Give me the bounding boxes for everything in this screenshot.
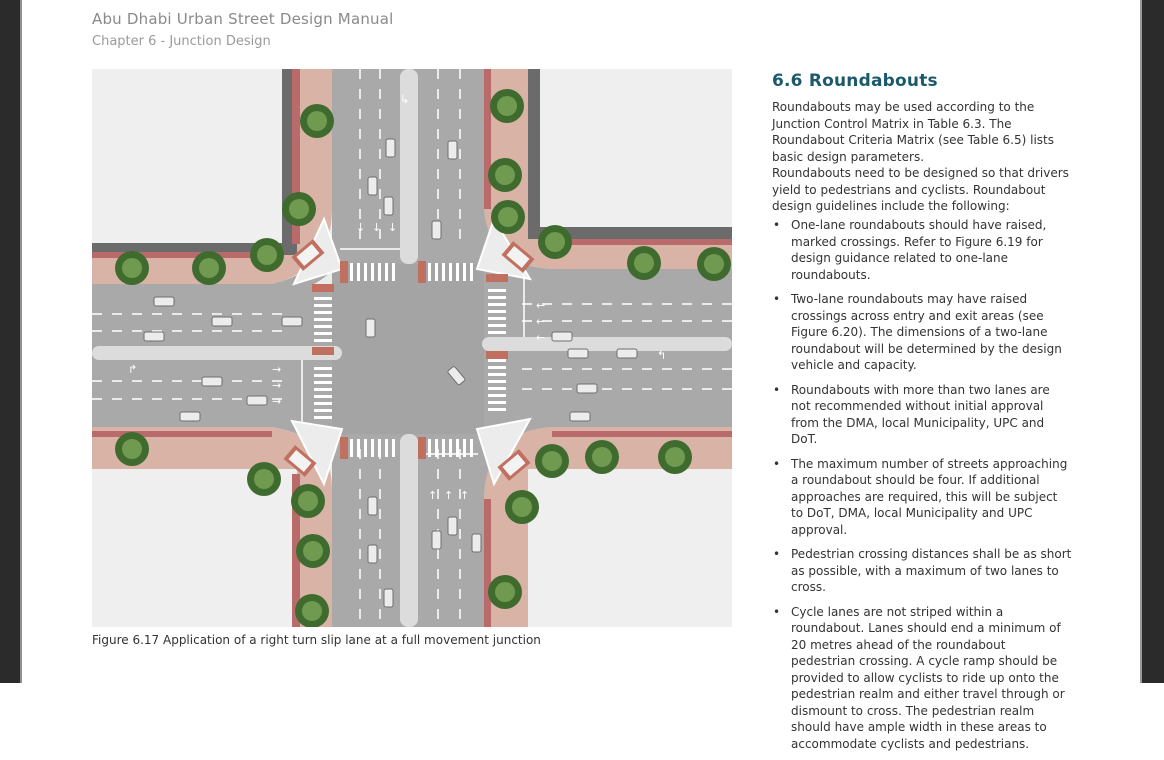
block-ne	[528, 69, 732, 229]
chapter-subtitle: Chapter 6 - Junction Design	[92, 34, 271, 49]
viewer-frame-right	[1142, 0, 1164, 683]
guideline-item: • Roundabouts with more than two lanes are not recommended without initial approval from the DMA, local Municipality, UPC and DoT.	[772, 382, 1072, 448]
median-west	[92, 346, 342, 360]
intro-paragraph: Roundabouts may be used according to the Junction Control Matrix in Table 6.3. The Roundabout Criteria Matrix (see Table 6.5) lists basic design parameters.	[772, 100, 1054, 164]
svg-text:↑: ↑	[444, 489, 454, 502]
viewer-frame-left	[0, 0, 20, 683]
svg-text:→: →	[272, 395, 282, 408]
svg-text:↓: ↓	[372, 221, 382, 234]
svg-text:↓: ↓	[356, 221, 366, 234]
median-south	[400, 434, 418, 627]
section-title: 6.6 Roundabouts	[772, 71, 938, 91]
svg-text:→: →	[272, 363, 282, 376]
svg-text:↑: ↑	[428, 489, 438, 502]
median-east	[482, 337, 732, 351]
svg-text:↑: ↑	[460, 489, 470, 502]
svg-text:↱: ↱	[128, 363, 138, 376]
figure-caption: Figure 6.17 Application of a right turn slip lane at a full movement junction	[92, 633, 541, 647]
guidelines-paragraph: Roundabouts need to be designed so that drivers yield to pedestrians and cyclists. Roundabout design guidelines include the following:	[772, 166, 1069, 213]
guideline-item: • Pedestrian crossing distances shall be as short as possible, with a maximum of two lanes to cross.	[772, 546, 1072, 596]
svg-text:←: ←	[536, 315, 546, 328]
guideline-list	[772, 217, 1072, 760]
block-nw	[92, 69, 297, 245]
junction-core	[332, 264, 484, 434]
block-se	[528, 469, 732, 627]
guideline-item: • Cycle lanes are not striped within a roundabout. Lanes should end a minimum of 20 metres ahead of the roundabout pedestrian crossing. A cycle ramp should be provided to allow cyclists to ride up onto the pedestrian realm and either travel through or dismount to cross. The pedestrian realm should have ample width in these areas to accommodate cyclists and pedestrians.	[772, 604, 1072, 753]
svg-text:←: ←	[536, 299, 546, 312]
guideline-item: • The maximum number of streets approaching a roundabout should be four. If additional approaches are required, this will be subject to DoT, DMA, local Municipality and UPC approval.	[772, 456, 1072, 539]
viewer-frame-left-edge	[20, 0, 22, 683]
junction-illustration	[92, 69, 732, 627]
svg-text:↓: ↓	[388, 221, 398, 234]
guideline-item: • One-lane roundabouts should have raised, marked crossings. Refer to Figure 6.19 for design guidance related to one-lane roundabouts.	[772, 217, 1072, 283]
svg-text:←: ←	[536, 331, 546, 344]
svg-text:↰: ↰	[657, 349, 667, 362]
svg-text:↳: ↳	[400, 93, 410, 106]
document-title: Abu Dhabi Urban Street Design Manual	[92, 10, 394, 28]
guideline-item: • Two-lane roundabouts may have raised crossings across entry and exit areas (see Figure 6.20). The dimensions of a two-lane roundabout will be determined by the design vehicle and capacity.	[772, 291, 1072, 374]
svg-text:→: →	[272, 379, 282, 392]
